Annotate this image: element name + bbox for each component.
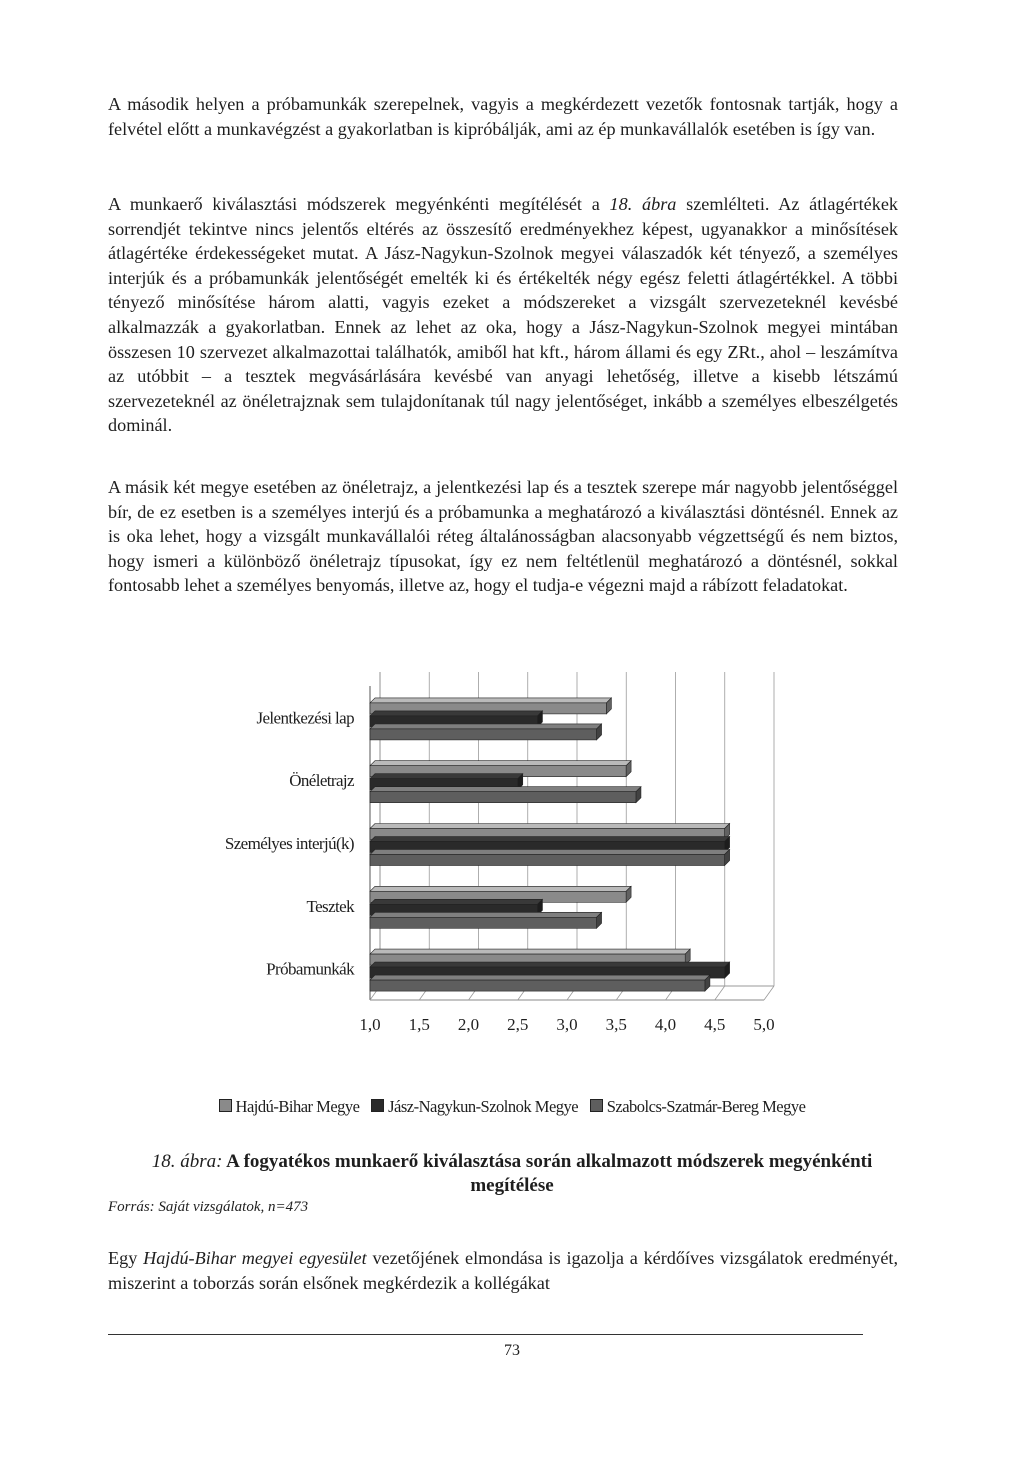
legend-swatch <box>219 1099 232 1112</box>
x-tick-label: 1,0 <box>359 1015 381 1034</box>
legend-swatch <box>371 1099 384 1112</box>
legend-item-hajdu-bihar <box>219 1097 360 1117</box>
x-tick-label: 2,5 <box>507 1015 529 1034</box>
figure-number: 18. ábra: <box>151 1151 223 1172</box>
legend-item-jasz-nagykun-szolnok <box>371 1097 578 1117</box>
bar-top-face <box>370 850 730 855</box>
bar-top-face <box>370 724 602 729</box>
bar-top-face <box>370 761 631 766</box>
category-label: Tesztek <box>306 896 354 916</box>
x-tick-label: 4,0 <box>654 1015 677 1034</box>
figure-reference: 18. ábra <box>609 194 677 214</box>
bar-top-face <box>370 899 542 904</box>
bar <box>370 855 725 866</box>
figure-source: Forrás: Saját vizsgálatok, n=473 <box>108 1199 309 1215</box>
bar-top-face <box>370 787 641 792</box>
x-tick-label: 5,0 <box>753 1015 775 1034</box>
paragraph-4 <box>108 1246 898 1295</box>
footer-rule <box>108 1334 863 1335</box>
paragraph-4-text-end: vezetőjének elmondása is igazolja a kérdőíves vizsgálatok eredményét, miszerint a toborzás során elsőnek megkérdezik a kollégákat <box>108 1248 898 1293</box>
bar-top-face <box>370 711 542 716</box>
bar-top-face <box>370 912 602 917</box>
page-number: 73 <box>504 1342 520 1359</box>
x-tick-label: 4,5 <box>704 1015 726 1034</box>
paragraph-2 <box>108 192 898 438</box>
legend-label: Jász-Nagykun-Szolnok Megye <box>388 1097 579 1116</box>
x-tick-label: 3,5 <box>605 1015 627 1034</box>
paragraph-3 <box>108 475 898 598</box>
category-label: Jelentkezési lap <box>256 708 354 728</box>
category-label: Személyes interjú(k) <box>224 834 354 853</box>
bar <box>370 917 597 928</box>
bar-top-face <box>370 698 611 703</box>
paragraph-4-italic: Hajdú-Bihar megyei egyesület <box>143 1248 367 1268</box>
x-tick-label: 3,0 <box>556 1015 578 1034</box>
category-label: Próbamunkák <box>266 959 354 979</box>
figure-title: A fogyatékos munkaerő kiválasztása során alkalmazott módszerek megyénkénti megítélése <box>226 1151 873 1196</box>
paragraph-2-text-start: A munkaerő kiválasztási módszerek megyénkénti megítélését a <box>108 194 610 214</box>
legend-label: Szabolcs-Szatmár-Bereg Megye <box>606 1097 806 1116</box>
legend-label: Hajdú-Bihar Megye <box>235 1097 360 1116</box>
bar-top-face <box>370 774 523 779</box>
bar <box>370 729 597 740</box>
bar-top-face <box>370 837 730 842</box>
x-tick-label: 2,0 <box>457 1015 480 1034</box>
x-tick-label: 1,5 <box>408 1015 430 1034</box>
bar-top-face <box>370 962 730 967</box>
bar-top-face <box>370 824 730 829</box>
paragraph-1-text: A második helyen a próbamunkák szerepelnek, vagyis a megkérdezett vezetők fontosnak tartják, hogy a felvétel előtt a munkavégzést a gyakorlatban is kipróbálják, ami az ép munkavállalók esetében is így van. <box>108 94 898 139</box>
legend-swatch <box>590 1099 603 1112</box>
paragraph-4-text-start: Egy <box>108 1248 144 1268</box>
category-label: Önéletrajz <box>289 771 354 791</box>
bar-top-face <box>370 949 690 954</box>
paragraph-3-text: A másik két megye esetében az önéletrajz, a jelentkezési lap és a tesztek szerepe már nagyobb jelentőséggel bír, de ez esetben is a személyes interjú és a próbamunka a meghatározó a kiválasztási döntésnél. Ennek az is oka lehet, hogy a vizsgált munkavállalói réteg általánosságban alacsonyabb végzettségű és nem biztos, hogy ismeri a különböző önéletrajz típusokat, így ez nem feltétlenül meghatározó a döntésnél, sokkal fontosabb lehet a személyes benyomás, illetve az, hogy el tudja-e végezni majd a rábízott feladatokat. <box>108 477 898 596</box>
bar <box>370 792 636 803</box>
bar-top-face <box>370 886 631 891</box>
bar-chart <box>150 668 790 1088</box>
bar-top-face <box>370 975 710 980</box>
chart-legend <box>0 1097 1024 1117</box>
floor-gridline <box>715 986 725 1000</box>
legend-item-szabolcs-szatmar-bereg <box>590 1097 806 1117</box>
floor-gridline <box>764 986 774 1000</box>
bar <box>370 980 705 991</box>
figure-caption <box>108 1150 916 1198</box>
paragraph-1 <box>108 92 898 141</box>
paragraph-2-text-end: szemlélteti. Az átlagértékek sorrendjét tekintve nincs jelentős eltérés az összesítő eredményekhez képest, ugyanakkor a minősítések átlagértéke érdekességeket mutat. A Jász-Nagykun-Szolnok megyei válaszadók két tényező, a személyes interjúk és a próbamunkák jelentőségét emelték ki és értékelték négy egész feletti átlagértékkel. A többi tényező minősítése három alatti, vagyis ezeket a módszereket a vizsgált szervezeteknél kevésbé alkalmazzák a gyakorlatban. Ennek az lehet az oka, hogy a Jász-Nagykun-Szolnok megyei mintában összesen 10 szervezet alkalmazottai találhatók, amiből hat kft., három állami és egy ZRt., ahol – leszámítva az utóbbit – a tesztek megvásárlására kevésbé van anyagi lehetőség, illetve a kisebb létszámú szervezeteknél az önéletrajznak sem tulajdonítanak túl nagy jelentőséget, inkább a személyes elbeszélgetés dominál. <box>108 194 899 436</box>
